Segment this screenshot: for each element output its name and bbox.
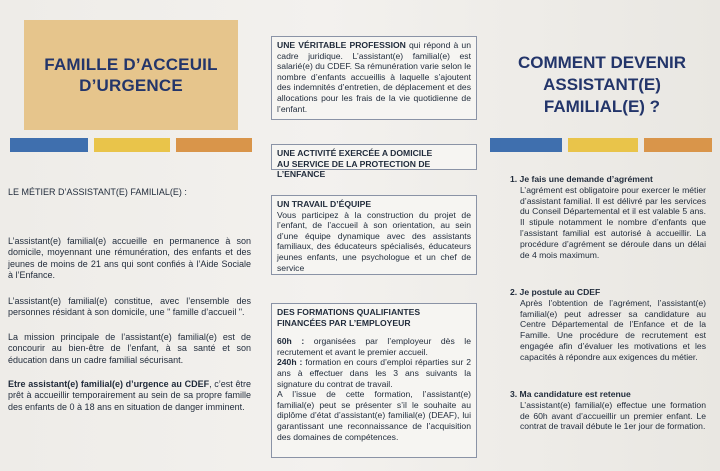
step-1-title: 1. Je fais une demande d’agrément xyxy=(510,174,653,184)
left-paragraph-4-bold: Etre assistant(e) familial(e) d’urgence au CDEF xyxy=(8,379,210,389)
right-color-bars xyxy=(490,138,712,152)
bar-yellow xyxy=(568,138,638,152)
bar-orange xyxy=(176,138,252,152)
right-title xyxy=(502,52,702,118)
box-formations-240h xyxy=(277,357,471,389)
right-title-line3: FAMILIAL(E) ? xyxy=(543,97,661,116)
bar-yellow xyxy=(94,138,170,152)
step-2-text: Après l’obtention de l’agrément, l’assistant(e) familial(e) peut adresser sa candidature au Centre Départemental de l’Enfance et de la Famille. Une procédure de recrutement est engagée afin d’évaluer les motivations et les capacités à répondre aux exigences du métier. xyxy=(520,297,706,362)
box-formations-deaf: A l’issue de cette formation, l’assistant(e) familial(e) peut se présenter s’il le souhaite au diplôme d’état d’assistant(e) familial(e) (DEAF), lui garantissant une reconnaissance de l’acquisition des domaines de compétences. xyxy=(277,389,471,442)
box-equipe-heading: UN TRAVAIL D’ÉQUIPE xyxy=(277,199,372,209)
step-1 xyxy=(510,174,706,260)
box-equipe xyxy=(271,195,477,275)
left-title xyxy=(44,54,217,96)
left-heading: LE MÉTIER D’ASSISTANT(E) FAMILIAL(E) : xyxy=(8,187,187,197)
step-2-title: 2. Je postule au CDEF xyxy=(510,287,601,297)
left-title-line2: D’URGENCE xyxy=(79,76,183,95)
bar-blue xyxy=(490,138,562,152)
left-paragraph-3: La mission principale de l’assistant(e) familial(e) est de concourir au bien-être de l’enfant, à sa santé et son éducation dans un cadre familial sécurisant. xyxy=(8,332,251,365)
step-3-title: 3. Ma candidature est retenue xyxy=(510,389,631,399)
left-color-bars xyxy=(10,138,252,152)
step-1-text: L’agrément est obligatoire pour exercer le métier d’assistant familial. Il est délivré par les services du Conseil Départemental et il est valable 5 ans. Il stipule notamment le nombre d’enfants que l’assistant familial est autorisé à accueillir. La procédure d’agrément se déroule dans un délai de 4 mois maximum. xyxy=(520,184,706,260)
box-profession-heading: UNE VÉRITABLE PROFESSION xyxy=(277,40,406,50)
left-title-box xyxy=(24,20,238,130)
label-60h: 60h : xyxy=(277,336,305,347)
box-formations xyxy=(271,303,477,458)
box-profession-text: qui répond à un cadre juridique. L’assistant(e) familial(e) est salarié(e) du CDEF. Sa rémunération varie selon le nombre d’enfants accueillis à laquelle s’ajoutent des indemnités d’entretien, de déplacement et des allocations pour les frais de la vie quotidienne de l’enfant. xyxy=(277,40,471,114)
step-3-text: L’assistant(e) familial(e) effectue une formation de 60h avant d’accueillir un premier enfant. Le contrat de travail débute le 1er jour de formation. xyxy=(520,399,706,432)
left-paragraph-1: L’assistant(e) familial(e) accueille en permanence à son domicile, moyennant une rémunération, des enfants et des jeunes de moins de 21 ans qui sont confiés à l’Aide Sociale à l’Enfance. xyxy=(8,236,251,281)
right-title-line2: ASSISTANT(E) xyxy=(543,75,661,94)
bar-blue xyxy=(10,138,88,152)
text-60h: organisées par l’employeur dès le recrutement et avant le premier accueil. xyxy=(277,336,471,357)
label-240h: 240h : xyxy=(277,357,303,368)
left-paragraph-4-rest: , c’est être prêt à accueillir temporairement au sein de sa propre famille des enfants de 0 à 18 ans en situation de danger imminent. xyxy=(8,379,251,412)
box-domicile xyxy=(271,144,477,180)
bar-orange xyxy=(644,138,712,152)
box-profession xyxy=(271,36,477,120)
box-formations-60h xyxy=(277,336,471,357)
step-3 xyxy=(510,389,706,432)
text-240h: formation en cours d’emploi réparties sur 2 ans à effectuer dans les 3 ans suivants la signature du contrat de travail. xyxy=(277,357,471,389)
box-domicile-line2: AU SERVICE DE LA PROTECTION DE L’ENFANCE xyxy=(277,158,431,180)
left-paragraph-2: L’assistant(e) familial(e) constitue, avec l’ensemble des personnes résidant à son domicile, une " famille d’accueil ". xyxy=(8,296,251,318)
left-paragraph-4 xyxy=(8,379,251,413)
box-formations-heading: DES FORMATIONS QUALIFIANTES FINANCÉES PAR L’EMPLOYEUR xyxy=(277,307,421,328)
left-title-line1: FAMILLE D’ACCEUIL xyxy=(44,55,218,74)
box-equipe-text: Vous participez à la construction du projet de l’enfant, de l’accueil à son orientation, au sein d’une équipe dynamique avec des assistants familiaux, des éducateurs spécialisés, éducateurs jeunes enfants, une psychologue et un chef de service xyxy=(277,209,471,273)
box-domicile-line1: UNE ACTIVITÉ EXERCÉE A DOMICILE xyxy=(277,148,433,158)
step-2 xyxy=(510,287,706,363)
right-title-line1: COMMENT DEVENIR xyxy=(517,53,687,72)
